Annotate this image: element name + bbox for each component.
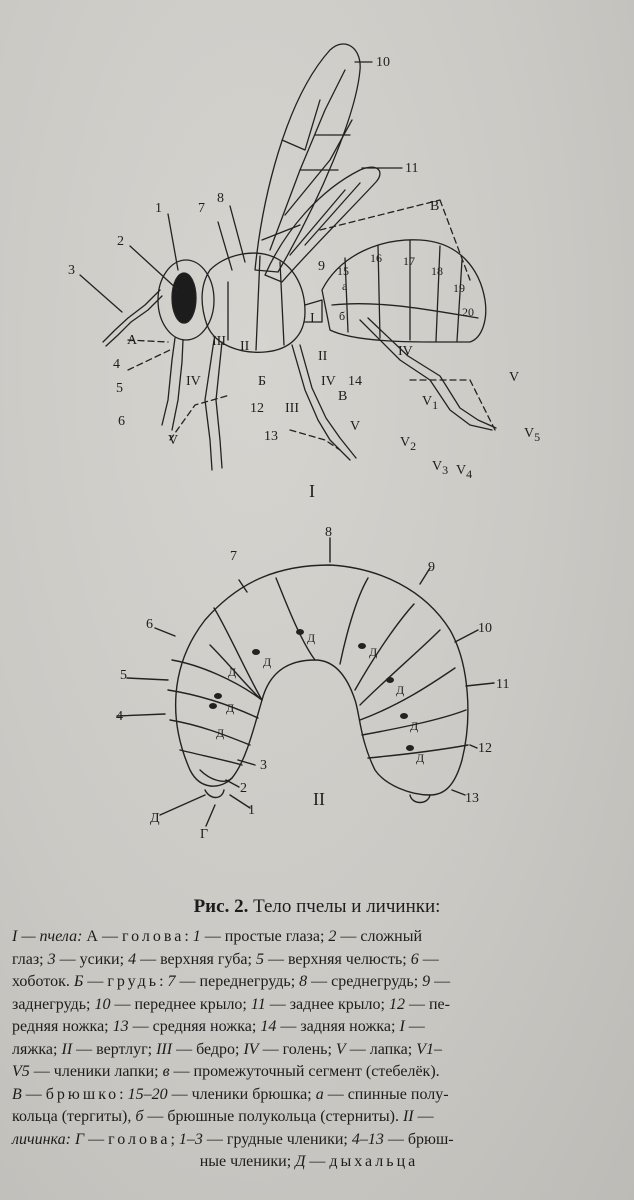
legend-text: 5 [255, 950, 264, 968]
legend-text: 4 [128, 950, 137, 968]
legend-text: — [305, 1153, 330, 1170]
label-16: 16 [370, 251, 382, 265]
legend-text: — усики; [55, 950, 129, 968]
legend-line [12, 1084, 606, 1107]
legend-line [12, 1106, 606, 1129]
label-18: 18 [431, 264, 443, 278]
legend-text: 11 [250, 995, 266, 1013]
label-rIV-1: IV [186, 374, 201, 389]
legend-text: : [184, 928, 193, 945]
legend-text: — [83, 973, 108, 990]
legend-text: — промежуточный сегмент (стебелёк). [169, 1063, 440, 1080]
legend-text: 1–3 [178, 1130, 203, 1148]
legend-text: — [430, 973, 451, 990]
legend-text: — пе- [404, 995, 450, 1013]
legend-line [12, 1151, 606, 1174]
legend-text: хоботок. [12, 973, 74, 990]
legend-text: голова [121, 928, 185, 945]
legend-text: III [156, 1040, 173, 1058]
label-rV-1: V [168, 433, 179, 448]
label-3: 3 [68, 263, 75, 278]
legend-text: IV [243, 1040, 259, 1058]
larva-label-4: 4 [116, 709, 123, 724]
legend-text: 14 [260, 1018, 277, 1035]
legend-text: голова [108, 1130, 171, 1148]
larva-label-10: 10 [478, 621, 492, 636]
legend-text: — переднее крыло; [110, 995, 251, 1013]
label-V5: V5 [524, 426, 541, 444]
legend-text: глаз; [12, 950, 48, 968]
legend-text: редняя ножка; [12, 1018, 113, 1035]
label-14: 14 [348, 374, 362, 389]
legend-text: — грудные членики; [202, 1130, 352, 1148]
label-V1: V1 [422, 394, 439, 412]
legend-text: личинка: Г [12, 1130, 85, 1148]
legend-text: кольца (тергиты), [12, 1108, 136, 1125]
legend-text: — брюш- [383, 1130, 454, 1148]
legend-text: — простые глаза; [200, 928, 329, 945]
label-rII-1: II [240, 339, 250, 354]
spiracle-label: Д [307, 631, 316, 645]
label-4: 4 [113, 357, 120, 372]
label-9: 9 [318, 259, 325, 274]
label-5: 5 [116, 381, 123, 396]
label-12: 12 [250, 401, 264, 416]
legend-text: — сложный [336, 928, 423, 945]
label-20: 20 [462, 305, 474, 319]
legend-text: 10 [94, 995, 111, 1013]
larva-label-1: 1 [248, 803, 255, 818]
legend-text: 12 [388, 995, 405, 1013]
label-head-A: А [127, 333, 138, 348]
legend-text: — голень; [258, 1040, 336, 1058]
legend-line [12, 971, 606, 994]
larva-label-11: 11 [496, 677, 510, 692]
legend-text: — членики лапки; [29, 1063, 163, 1080]
label-rIII-2: III [285, 401, 299, 416]
legend-text: ляжка; [12, 1040, 62, 1058]
legend-text: в [162, 1063, 170, 1080]
legend-text: — [84, 1130, 109, 1148]
legend-text: — [413, 1108, 434, 1125]
legend-text: грудь [107, 973, 160, 990]
legend-text: — верхняя челюсть; [263, 950, 411, 968]
legend-text: б [135, 1108, 144, 1125]
larva-label-7: 7 [230, 549, 237, 564]
legend-text: — [21, 1085, 46, 1103]
legend-text: 9 [422, 973, 431, 990]
label-segment-V: В [338, 389, 348, 404]
legend-text: V1– [416, 1040, 442, 1058]
legend-text: — лапка; [345, 1040, 417, 1058]
label-13: 13 [264, 429, 278, 444]
label-11: 11 [405, 161, 419, 176]
label-6: 6 [118, 414, 125, 429]
legend-text: а [315, 1085, 324, 1103]
legend-text: — бедро; [172, 1040, 244, 1058]
label-17: 17 [403, 254, 415, 268]
legend-text: заднегрудь; [12, 995, 95, 1013]
larva-label-head-G: Г [200, 827, 209, 842]
label-sternite-b: б [339, 309, 346, 323]
spiracle-label: Д [263, 655, 272, 669]
legend-line [12, 1016, 606, 1039]
larva-label-5: 5 [120, 668, 127, 683]
figure-I-label: I [309, 481, 315, 501]
legend-line [12, 1039, 606, 1062]
larva-label-spiracle: Д [150, 811, 160, 826]
legend-line [12, 1061, 606, 1084]
legend-text: — переднегрудь; [175, 973, 300, 990]
figure-caption-title [0, 896, 634, 918]
label-rV-3: V [509, 370, 520, 385]
legend-text: 6 [410, 950, 419, 968]
label-2: 2 [117, 234, 124, 249]
legend-text: — задняя ножка; [276, 1018, 400, 1035]
larva-label-13: 13 [465, 791, 479, 806]
larva-label-9: 9 [428, 560, 435, 575]
legend-text: ; [170, 1130, 179, 1148]
label-rIII-1: III [212, 334, 226, 349]
larva-label-6: 6 [146, 617, 153, 632]
label-rIV-3: IV [398, 344, 413, 359]
legend-text: : [119, 1085, 128, 1103]
legend-text: — среднегрудь; [307, 973, 423, 990]
legend-text: : [159, 973, 168, 990]
label-rV-2: V [350, 419, 361, 434]
label-rI: I [310, 311, 315, 326]
legend-text: — заднее крыло; [265, 995, 389, 1013]
legend-text: 3 [47, 950, 56, 968]
larva-label-2: 2 [240, 781, 247, 796]
spiracle-label: Д [410, 719, 419, 733]
legend-text: 7 [167, 973, 176, 990]
label-10: 10 [376, 55, 390, 70]
legend-text: I [399, 1018, 405, 1035]
figure-legend [12, 926, 606, 1174]
legend-text: II [402, 1108, 414, 1125]
legend-text: V5 [12, 1063, 30, 1080]
label-1: 1 [155, 201, 162, 216]
legend-text: V [335, 1040, 346, 1058]
label-rII-2: II [318, 349, 328, 364]
label-tergite-a: а [342, 279, 348, 293]
label-rIV-2: IV [321, 374, 336, 389]
legend-text: Д [295, 1153, 306, 1170]
label-19: 19 [453, 281, 465, 295]
legend-text: 1 [192, 928, 201, 945]
legend-text: 4–13 [351, 1130, 384, 1148]
spiracle-label: Д [396, 683, 405, 697]
legend-text: Б [73, 973, 84, 990]
legend-text: 2 [328, 928, 337, 945]
figure-title: Тело пчелы и личинки: [248, 896, 441, 917]
legend-text: дыхальца [329, 1153, 419, 1170]
label-abdomen-V: В [430, 199, 440, 214]
legend-line [12, 926, 606, 949]
legend-line [12, 994, 606, 1017]
label-15: 15 [337, 264, 349, 278]
label-V3: V3 [432, 459, 449, 477]
legend-text: — средняя ножка; [128, 1018, 261, 1035]
legend-text: 8 [299, 973, 308, 990]
legend-text: ные членики; [199, 1153, 296, 1170]
legend-text: 13 [112, 1018, 129, 1035]
legend-text: — [404, 1018, 425, 1035]
spiracle-label: Д [416, 751, 425, 765]
legend-text: — вертлуг; [72, 1040, 157, 1058]
legend-text: II [61, 1040, 73, 1058]
legend-text: 15–20 [127, 1085, 168, 1103]
label-8: 8 [217, 191, 224, 206]
label-thorax-B: Б [258, 374, 267, 389]
spiracle-label: Д [369, 645, 378, 659]
legend-text: — спинные полу- [323, 1085, 449, 1103]
legend-text: — членики брюшка; [167, 1085, 316, 1103]
larva-label-12: 12 [478, 741, 492, 756]
legend-text: I — пчела: [12, 928, 87, 945]
spiracle-label: Д [226, 701, 235, 715]
larva-label-3: 3 [260, 758, 267, 773]
label-7: 7 [198, 201, 205, 216]
spiracle-label: Д [216, 726, 225, 740]
figure-number: Рис. 2. [193, 896, 249, 917]
legend-line [12, 1129, 606, 1152]
legend-text: — верхняя губа; [136, 950, 256, 968]
spiracle-label: Д [228, 665, 237, 679]
legend-text: брюшко [45, 1085, 120, 1103]
legend-text: А — [86, 928, 122, 945]
legend-text: В [12, 1085, 22, 1103]
figure-II-label: II [313, 789, 325, 809]
larva-label-8: 8 [325, 525, 332, 540]
legend-line [12, 949, 606, 972]
legend-text: — [418, 950, 439, 968]
legend-text: — брюшные полукольца (стерниты). [143, 1108, 403, 1125]
label-V2: V2 [400, 435, 417, 453]
label-V4: V4 [456, 463, 473, 481]
